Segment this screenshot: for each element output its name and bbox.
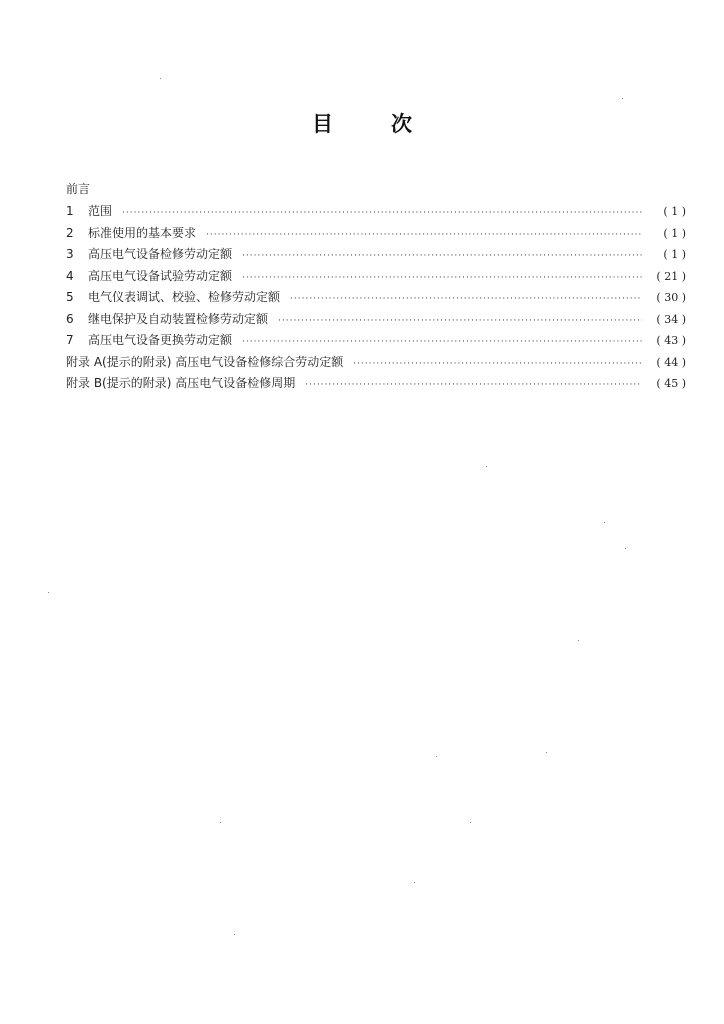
toc-entry-label: 高压电气设备试验劳动定额: [88, 268, 233, 283]
toc-leader-dots: [353, 355, 642, 373]
toc-entry-number: 6: [66, 311, 74, 326]
toc-leader-dots: [122, 204, 642, 222]
scan-speck: [546, 752, 547, 753]
toc-entry-page: ( 44 ): [656, 355, 686, 369]
toc-leader-dots: [290, 290, 642, 308]
toc-leader-dots: [242, 269, 642, 287]
toc-entry-label: 附录 A(提示的附录) 高压电气设备检修综合劳动定额: [66, 354, 344, 369]
toc-title-char-1: 目: [312, 112, 333, 136]
toc-entry-page: ( 34 ): [656, 312, 686, 326]
toc-title-char-2: 次: [391, 112, 412, 136]
scan-speck: [414, 882, 415, 883]
table-of-contents: [66, 180, 686, 396]
toc-title: [0, 108, 724, 138]
toc-entry: [66, 331, 686, 353]
scan-speck: [234, 934, 235, 935]
toc-entry-label: 继电保护及自动装置检修劳动定额: [88, 311, 269, 326]
toc-entry: [66, 224, 686, 246]
toc-entry-page: ( 21 ): [656, 269, 686, 283]
scan-speck: [622, 98, 623, 99]
toc-entry-number: 1: [66, 204, 74, 218]
toc-entry-appendix: [66, 353, 686, 375]
toc-entry: [66, 310, 686, 332]
toc-preface: 前言: [66, 182, 91, 196]
toc-entry-number: 5: [66, 290, 74, 304]
toc-entry-appendix: [66, 374, 686, 396]
toc-entry-label: 高压电气设备检修劳动定额: [88, 247, 233, 261]
toc-leader-dots: [242, 247, 642, 265]
toc-entry-page: ( 43 ): [656, 334, 686, 347]
toc-entry-label: 附录 B(提示的附录) 高压电气设备检修周期: [66, 376, 296, 390]
scan-speck: [220, 822, 221, 823]
toc-leader-dots: [242, 333, 642, 351]
toc-entry-page: ( 1 ): [663, 205, 686, 218]
toc-entry-number: 3: [66, 247, 74, 261]
toc-entry: [66, 202, 686, 224]
scan-speck: [436, 756, 437, 757]
toc-entry-number: 2: [66, 225, 74, 240]
toc-entry-page: ( 1 ): [663, 248, 686, 261]
toc-entry-label: 电气仪表调试、校验、检修劳动定额: [88, 290, 281, 304]
toc-entry-number: 7: [66, 333, 74, 347]
toc-leader-dots: [278, 312, 642, 330]
scan-speck: [604, 522, 605, 523]
toc-entry: [66, 267, 686, 289]
scan-speck: [625, 548, 626, 549]
scan-speck: [470, 822, 471, 823]
scan-speck: [160, 78, 161, 79]
toc-entry-label: 标准使用的基本要求: [88, 225, 197, 240]
toc-entry-page: ( 45 ): [656, 377, 686, 390]
toc-entry: [66, 288, 686, 310]
scan-speck: [48, 592, 49, 593]
toc-leader-dots: [206, 226, 642, 244]
toc-entry-page: ( 1 ): [663, 226, 686, 240]
toc-entry: [66, 245, 686, 267]
scan-speck: [578, 640, 579, 641]
toc-entry-label: 范围: [88, 204, 113, 218]
toc-entry-number: 4: [66, 268, 74, 283]
toc-entry-label: 高压电气设备更换劳动定额: [88, 333, 233, 347]
toc-leader-dots: [305, 376, 642, 394]
scan-speck: [486, 466, 487, 467]
toc-entry-page: ( 30 ): [656, 291, 686, 304]
